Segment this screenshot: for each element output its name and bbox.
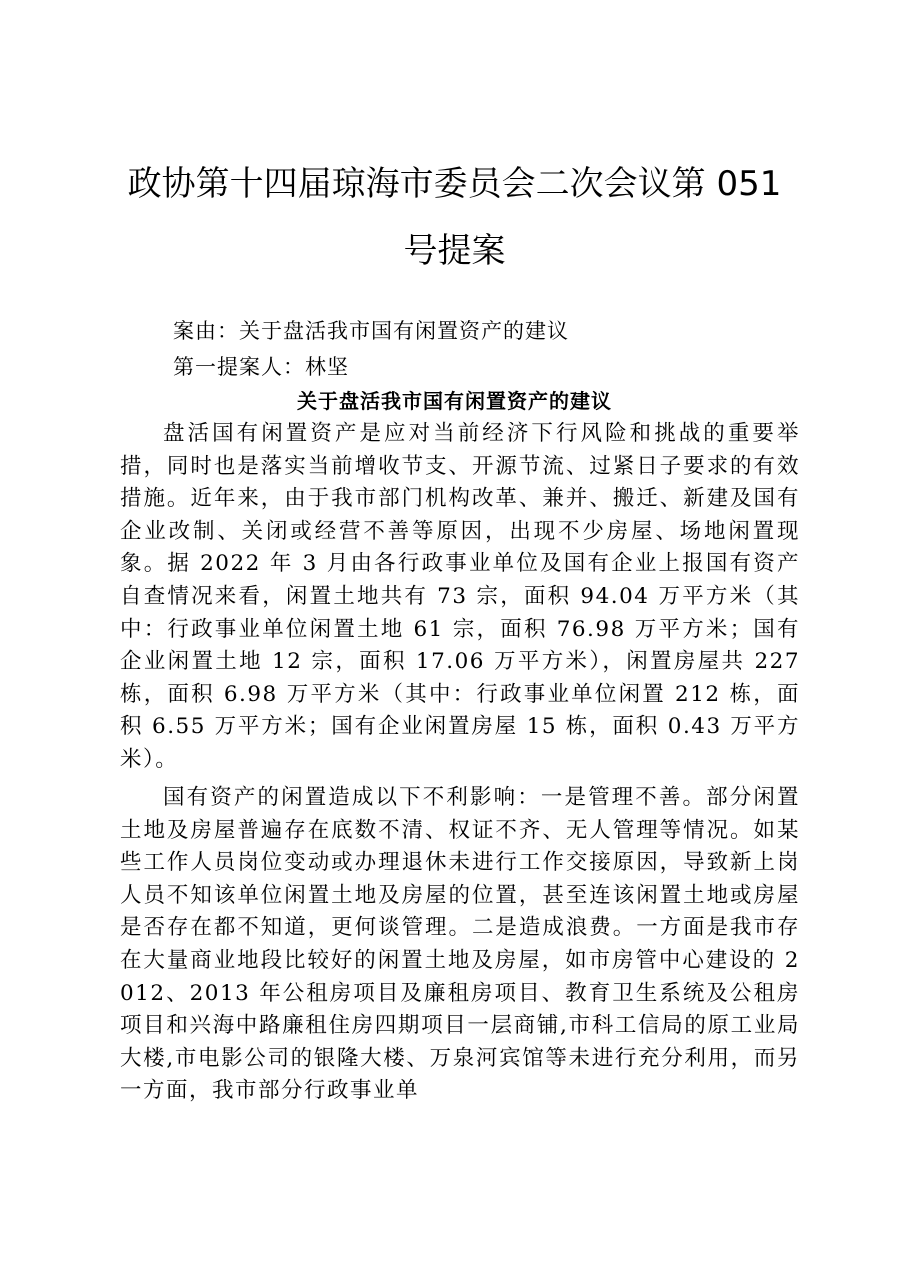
- document-title-line-1: 政协第十四届琼海市委员会二次会议第 051: [127, 164, 782, 204]
- document-title-line-2: 号提案: [403, 231, 506, 271]
- case-subject: 案由：关于盘活我市国有闲置资产的建议: [173, 319, 569, 343]
- paragraph-text: 盘活国有闲置资产是应对当前经济下行风险和挑战的重要举措，同时也是落实当前增收节支、开源节流、过紧日子要求的有效措施。近年来，由于我市部门机构改革、兼并、搬迁、新建及国有企业改制、关闭或经营不善等原因，出现不少房屋、场地闲置现象。据 2022 年 3 月由各行政事业单位及国有企业上报国有资产自查情况来看，闲置土地共有 73 宗，面积 94.04 万平方米（其中：行政事业单位闲置土地 61 宗，面积 76.98 万平方米；国有企业闲置土地 12 宗，面积 17.06 万平方米），闲置房屋共 227 栋，面积 6.98 万平方米（其中：行政事业单位闲置 212 栋，面积 6.55 万平方米；国有企业闲置房屋 15 栋，面积 0.43 万平方米）。: [120, 421, 800, 772]
- body-paragraph-2: [120, 782, 800, 1108]
- paragraph-text: 国有资产的闲置造成以下不利影响：一是管理不善。部分闲置土地及房屋普遍存在底数不清、权证不齐、无人管理等情况。如某些工作人员岗位变动或办理退休未进行工作交接原因，导致新上岗人员不知该单位闲置土地及房屋的位置，甚至连该闲置土地或房屋是否存在都不知道，更何谈管理。二是造成浪费。一方面是我市存在大量商业地段比较好的闲置土地及房屋，如市房管中心建设的 2012、2013 年公租房项目及廉租房项目、教育卫生系统及公租房项目和兴海中路廉租住房四期项目一层商铺,市科工信局的原工业局大楼,市电影公司的银隆大楼、万泉河宾馆等未进行充分利用，而另一方面，我市部分行政事业单: [120, 785, 800, 1104]
- proposal-subheading: 关于盘活我市国有闲置资产的建议: [297, 389, 612, 413]
- first-proposer: 第一提案人：林坚: [173, 355, 349, 379]
- body-paragraph-1: [120, 418, 800, 777]
